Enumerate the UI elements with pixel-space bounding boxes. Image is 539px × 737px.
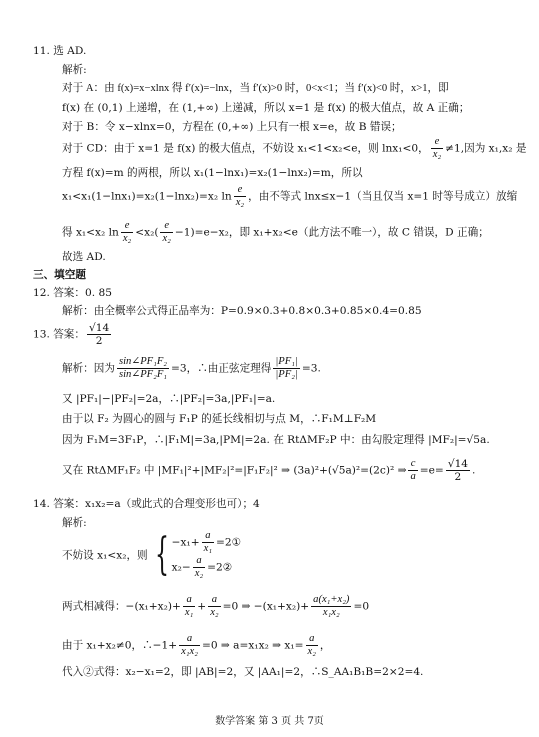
page-footer: 数学答案 第 3 页 共 7页 xyxy=(215,716,324,727)
q11-option-cd-line1: 对于 CD：由于 x=1 是 f(x) 的极大值点，不妨设 x₁<1<x₂<e，则 lnx₁<0， $\frac{e}{\text{x₂}}$ ≠1,因为 x₁,x₂ 是 xyxy=(62,136,527,160)
q12-answer: 12. 答案：0. 85 xyxy=(33,287,112,299)
q11-option-a-line1: 对于 A：由 f(x)=x−xlnx 得 f′(x)=−lnx，当 f′(x)>0 时，0<x<1；当 f′(x)<0 时，x>1，即 xyxy=(62,83,449,94)
q14-jiexi: 解析: xyxy=(62,517,87,529)
q13-line4: 因为 F₁M=3F₁P，∴|F₁M|=3a,|PM|=2a. 在 RtΔMF₂P 中：由勾股定理得 |MF₂|=√5a. xyxy=(62,434,490,446)
q12-jiexi: 解析：由全概率公式得正品率为：P=0.9×0.3+0.8×0.3+0.85×0.4=0.85 xyxy=(62,305,422,317)
q13-line5: 又在 RtΔMF₁F₂ 中 |MF₁|²+|MF₂|²=|F₁F₂|² ⇒ (3a)²+(√5a)²=(2c)² ⇒ $\frac{c}{a}$ =e= $\frac{√14}{2}$ . xyxy=(62,458,476,483)
q11-option-b: 对于 B：令 x−xlnx=0，方程在 (0,+∞) 上只有一根 x=e，故 B 错误； xyxy=(62,121,402,133)
equation-system: −x₁+ $\frac{a}{\text{x₁}}$ =2① x₂− $\frac{a}{\text{x₂}}$ =2② xyxy=(171,530,242,579)
q13-answer: 13. 答案： $\frac{√14}{2}$ xyxy=(33,322,110,347)
q14-line1: 不妨设 x₁<x₂，则 { −x₁+ $\frac{a}{\text{x₁}}$ =2① x₂− $\frac{a}{\text{x₂}}$ =2② xyxy=(62,529,242,580)
q14-line3: 由于 x₁+x₂≠0，∴−1+ $\frac{a}{\text{x₁x₂}}$ =0 ⇒ a=x₁x₂ ⇒ x₁= $\frac{a}{\text{x₂}}$ ， xyxy=(62,633,331,657)
q11-option-cd-line2: 方程 f(x)=m 的两根，所以 x₁(1−lnx₁)=x₂(1−lnx₂)=m，所以 xyxy=(62,167,363,179)
q11-option-a-line2: f(x) 在 (0,1) 上递增，在 (1,+∞) 上递减，所以 x=1 是 f(x) 的极大值点，故 A 正确； xyxy=(62,102,470,114)
q14-line4: 代入②式得：x₂−x₁=2，即 |AB|=2，又 |AA₁|=2，∴S_AA₁B₁B=2×2=4. xyxy=(62,666,424,678)
q11-jiexi: 解析: xyxy=(62,64,87,76)
q13-line3: 由于以 F₂ 为圆心的圆与 F₁P 的延长线相切与点 M，∴F₁M⊥F₂M xyxy=(62,413,377,425)
q14-answer: 14. 答案：x₁x₂=a（或此式的合理变形也可）；4 xyxy=(33,498,260,510)
q11-option-cd-line4: 得 x₁<x₂ ln $\frac{e}{\text{x₂}}$ <x₂( $\frac{e}{\text{x₂}}$ −1)=e−x₂，即 x₁+x₂<e（此方法不唯一），故 C 错误，D 正确； xyxy=(62,220,489,244)
q13-line1: 解析：因为 $\frac{\text{sin∠PF₁F₂}}{\text{sin∠PF₂F₁}}$ =3，∴由正弦定理得 $\frac{\text{|PF₁|}}{\text{|PF₂|}}$ =3. xyxy=(62,356,321,380)
q14-line2: 两式相减得：−(x₁+x₂)+ $\frac{a}{\text{x₁}}$ + $\frac{a}{\text{x₂}}$ =0 ⇒ −(x₁+x₂)+ $\frac{\text{a(x₁+x₂)}}{\text{x₁x₂}}$ =0 xyxy=(62,594,370,618)
q11-option-cd-line3: x₁<x₁(1−lnx₁)=x₂(1−lnx₂)=x₂ ln $\frac{e}{\text{x₂}}$ ，由不等式 lnx≤x−1（当且仅当 x=1 时等号成立）放缩 xyxy=(62,184,518,208)
section-heading: 三、填空题 xyxy=(33,269,86,281)
q11-title: 11. 选 AD. xyxy=(33,45,87,57)
q11-final: 故选 AD. xyxy=(62,251,106,263)
brace-glyph: { xyxy=(154,529,169,580)
q13-line2: 又 |PF₁|−|PF₂|=2a，∴|PF₂|=3a,|PF₁|=a. xyxy=(62,393,276,405)
